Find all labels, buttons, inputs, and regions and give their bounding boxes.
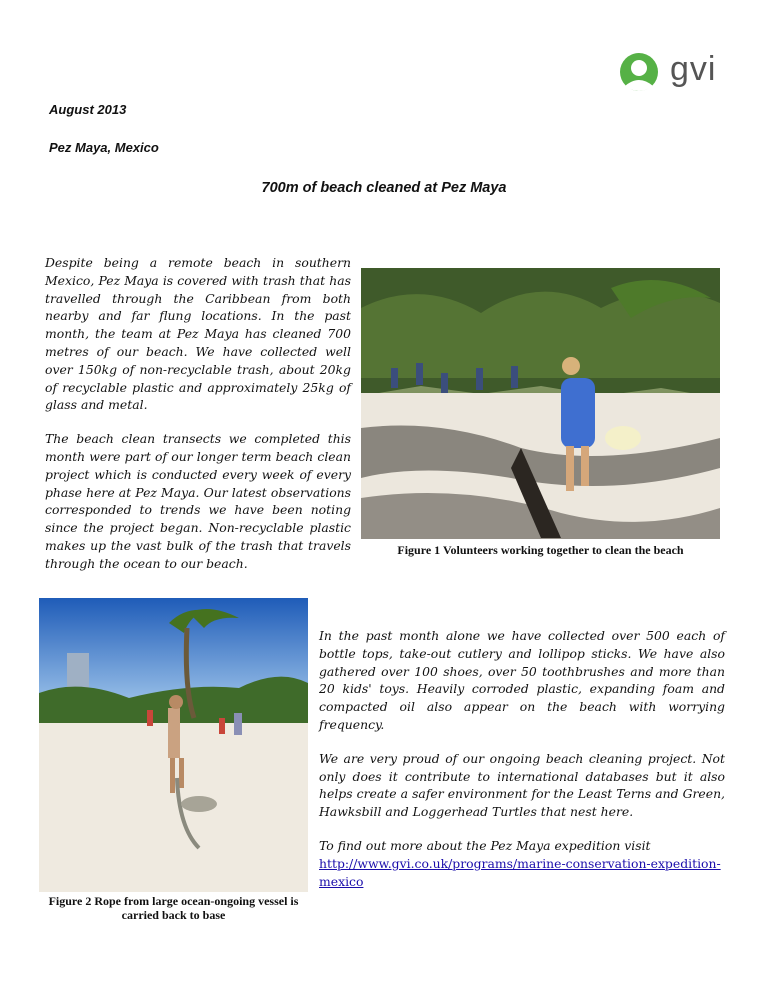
gvi-logo-icon	[614, 52, 664, 96]
paragraph-2: The beach clean transects we completed this month were part of our longer term beach clean project which is conducted every week of every phase here at Pez Maya. Our latest observations corresponded to trends we have been noting since the project began. Non-recyclable plastic makes up the vast bulk of the trash that travels through the ocean to our beach.	[45, 431, 351, 571]
paragraph-4: We are very proud of our ongoing beach cleaning project. Not only does it contribute to international databases but it also helps create a safer environment for the Least Terns and Green, Hawksbill and Loggerhead Turtles that nest here.	[319, 750, 725, 820]
paragraph-1: Despite being a remote beach in southern Mexico, Pez Maya is covered with trash that has travelled through the Caribbean from both nearby and far flung locations. In the past month, the team at Pez Maya has cleaned 700 metres of our beach. We have collected well over 150kg of non-recyclable trash, about 20kg of recyclable plastic and approximately 25kg of glass and metal.	[45, 255, 351, 413]
figure-2-caption: Figure 2 Rope from large ocean-ongoing vessel is carried back to base	[48, 894, 299, 922]
figure-2-photo	[39, 598, 308, 892]
paragraph-3: In the past month alone we have collected over 500 each of bottle tops, take-out cutlery and lollipop sticks. We have also gathered over 100 shoes, over 50 toothbrushes and more than 20 kids' toys. Heavily corroded plastic, expanding foam and compacted oil also appear on the beach with worrying frequency.	[319, 628, 725, 732]
link-intro-text: To find out more about the Pez Maya expedition visit	[319, 837, 651, 853]
expedition-link[interactable]: http://www.gvi.co.uk/programs/marine-conservation-expedition-mexico	[319, 855, 721, 889]
location-line: Pez Maya, Mexico	[49, 140, 159, 155]
date-line: August 2013	[49, 102, 127, 117]
paragraph-5	[319, 837, 725, 890]
figure-1-caption: Figure 1 Volunteers working together to clean the beach	[397, 543, 684, 557]
article-headline: 700m of beach cleaned at Pez Maya	[261, 180, 507, 196]
figure-1-photo	[361, 268, 720, 539]
gvi-logo-text: gvi	[670, 50, 717, 88]
